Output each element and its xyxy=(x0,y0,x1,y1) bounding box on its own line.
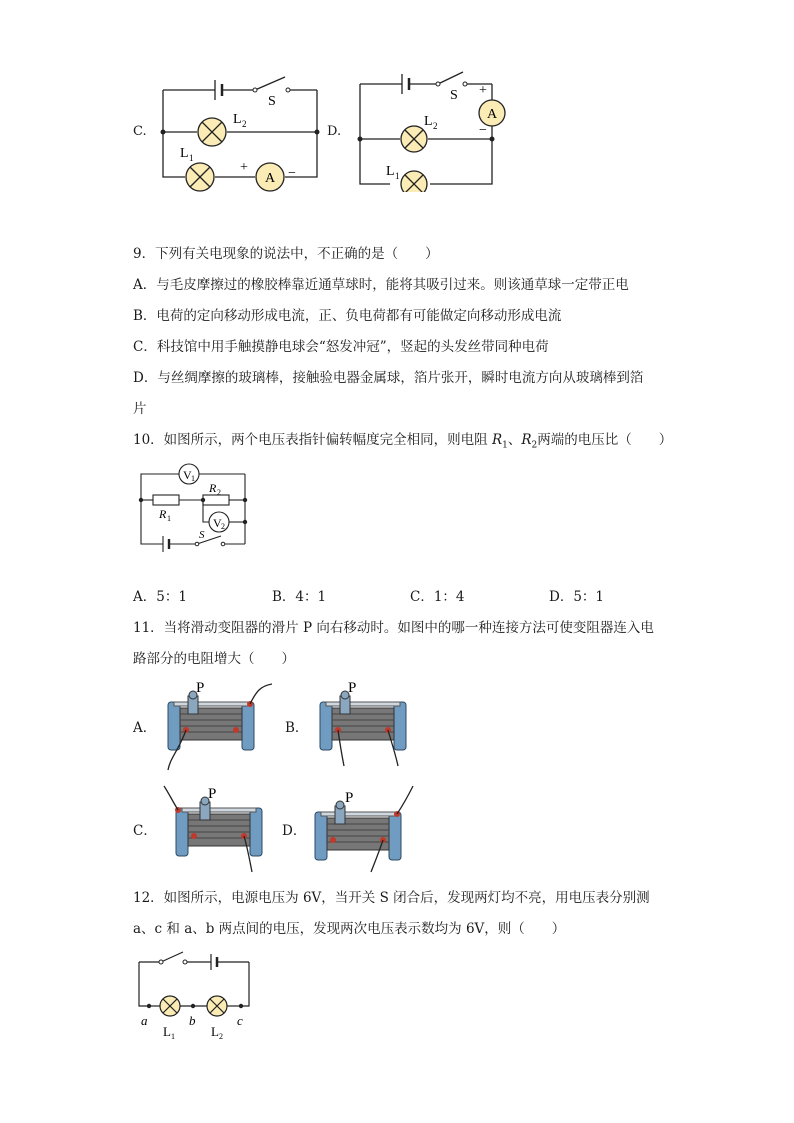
q9-option-a: A．与毛皮摩擦过的橡胶棒靠近通草球时，能将其吸引过来。则该通草球一定带正电 xyxy=(133,277,629,293)
q12-stem-line1: 12．如图所示，电源电压为 6V，当开关 S 闭合后，发现两灯均不亮，用电压表分别测 xyxy=(133,890,650,906)
rheostat-b-icon xyxy=(312,678,432,773)
minus-sign: − xyxy=(479,123,487,138)
slider-label: P xyxy=(345,790,354,806)
r2-sub: 2 xyxy=(217,488,221,497)
r1-label: R xyxy=(159,507,167,521)
q9-option-d: D．与丝绸摩擦的玻璃棒，接触验电器金属球，箔片张开，瞬时电流方向从玻璃棒到箔 xyxy=(133,370,644,386)
q8-circuit-c xyxy=(155,65,325,195)
ammeter-label: A xyxy=(264,171,276,186)
slider-label: P xyxy=(208,786,217,802)
l1-label: L xyxy=(163,1024,171,1039)
rheostat-a-icon xyxy=(160,678,280,773)
lamp-bottom-sub: 1 xyxy=(395,171,400,181)
rheostat-c-icon xyxy=(160,782,280,877)
lamp-l1-icon xyxy=(401,171,427,192)
l2-label: L xyxy=(211,1024,219,1039)
q10-option-d: D．5：1 xyxy=(549,589,605,605)
lamp-top-label: L xyxy=(233,112,242,127)
q9-stem: 9．下列有关电现象的说法中，不正确的是（ ） xyxy=(133,246,439,262)
v2-label: V xyxy=(213,516,222,530)
switch-label: S xyxy=(199,529,205,541)
lamp-l1-icon xyxy=(186,163,214,191)
lamp-top-sub: 2 xyxy=(242,119,247,129)
v1-sub: 1 xyxy=(191,474,195,483)
point-b-label: b xyxy=(189,1013,196,1028)
q11-option-c: C． xyxy=(133,823,157,839)
rheostat-d-icon xyxy=(305,782,425,877)
l1-sub: 1 xyxy=(171,1032,175,1041)
q11-stem-line2: 路部分的电阻增大（ ） xyxy=(133,651,295,667)
lamp-top-label: L xyxy=(424,114,433,129)
q10-stem: 10．如图所示，两个电压表指针偏转幅度完全相同，则电阻 $R_1$、$R_2$两端的电压比（ ） xyxy=(133,432,673,451)
q11-option-b: B． xyxy=(285,720,309,736)
q9-option-d-cont: 片 xyxy=(133,401,147,417)
ammeter-label: A xyxy=(486,107,498,122)
lamp-bottom-label: L xyxy=(180,146,189,161)
q10-circuit xyxy=(133,462,263,554)
lamp-l1-icon xyxy=(160,996,180,1016)
plus-sign: + xyxy=(240,160,248,175)
lamp-bottom-label: L xyxy=(386,164,395,179)
lamp-l2-icon xyxy=(207,996,227,1016)
minus-sign: − xyxy=(288,166,296,181)
q9-option-b: B．电荷的定向移动形成电流，正、负电荷都有可能做定向移动形成电流 xyxy=(133,308,562,324)
q10-option-b: B．4：1 xyxy=(272,589,327,605)
switch-label: S xyxy=(268,94,276,109)
lamp-bottom-sub: 1 xyxy=(189,153,194,163)
point-c-label: c xyxy=(237,1013,243,1028)
l2-sub: 2 xyxy=(219,1032,223,1041)
point-a-label: a xyxy=(141,1013,148,1028)
lamp-top-sub: 2 xyxy=(433,121,438,131)
q10-option-c: C．1：4 xyxy=(410,589,465,605)
q11-stem-line1: 11．当将滑动变阻器的滑片 P 向右移动时。如图中的哪一种连接方法可使变阻器连入电 xyxy=(133,620,654,636)
q9-option-c: C．科技馆中用手触摸静电球会“怒发冲冠”，竖起的头发丝带同种电荷 xyxy=(133,339,549,355)
lamp-l2-icon xyxy=(198,118,226,146)
r1-sub: 1 xyxy=(167,514,171,523)
q12-stem-line2: a、c 和 a、b 两点间的电压，发现两次电压表示数均为 6V，则（ ） xyxy=(133,921,566,937)
q12-circuit xyxy=(133,948,263,1043)
q11-option-a: A． xyxy=(133,720,157,736)
r2-label: R xyxy=(209,481,217,495)
option-c-letter: C. xyxy=(133,124,147,139)
slider-label: P xyxy=(196,680,205,696)
option-d-letter: D. xyxy=(327,124,342,139)
q10-option-a: A．5：1 xyxy=(133,589,187,605)
v2-sub: 2 xyxy=(221,522,225,531)
q8-circuit-d xyxy=(350,62,510,192)
lamp-l2-icon xyxy=(401,126,427,152)
slider-label: P xyxy=(348,680,357,696)
plus-sign: + xyxy=(479,83,487,98)
q11-option-d: D． xyxy=(282,823,307,839)
switch-label: S xyxy=(450,88,458,103)
v1-label: V xyxy=(183,468,192,482)
